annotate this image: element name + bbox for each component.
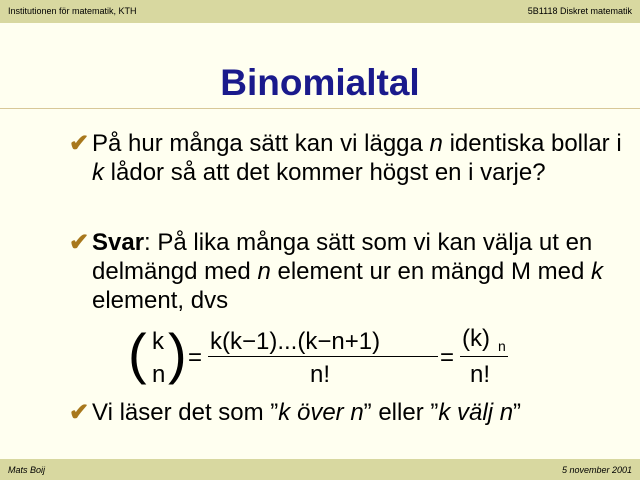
bullet-2 — [69, 228, 629, 315]
fraction-denominator: n! — [310, 361, 331, 388]
footer-author: Mats Boij — [8, 465, 46, 475]
falling-factorial: (k) — [462, 325, 490, 352]
right-paren: ) — [168, 322, 187, 385]
binomial-formula — [128, 322, 528, 394]
equals-sign-2: = — [440, 344, 455, 371]
left-paren: ( — [128, 322, 147, 385]
fraction-line — [208, 356, 438, 357]
check-icon: ✔ — [69, 229, 90, 256]
fraction-line-2 — [460, 356, 508, 357]
bullet-3-text: Vi läser det som ”k över n” eller ”k välj n” — [92, 399, 522, 426]
binom-bottom: n — [152, 361, 166, 388]
footer-bar — [0, 459, 640, 480]
falling-denominator: n! — [470, 361, 491, 388]
bullet-3 — [69, 398, 629, 427]
check-icon: ✔ — [69, 399, 90, 426]
check-icon: ✔ — [69, 130, 90, 157]
equals-sign: = — [188, 344, 203, 371]
bullet-2-text: Svar: På lika många sätt som vi kan välja ut en delmängd med n element ur en mängd M med k element, dvs — [92, 229, 603, 314]
header-bar — [0, 0, 640, 23]
falling-subscript: n — [498, 338, 506, 354]
footer-date: 5 november 2001 — [561, 465, 632, 475]
bullet-1 — [69, 129, 629, 187]
binom-top: k — [152, 328, 164, 355]
header-course: 5B1118 Diskret matematik — [527, 6, 632, 16]
slide-title: Binomialtal — [220, 62, 420, 103]
fraction-numerator: k(k−1)...(k−n+1) — [210, 328, 381, 355]
bullet-1-text: På hur många sätt kan vi lägga n identiska bollar i k lådor så att det kommer högst en i varje? — [92, 130, 622, 186]
header-institution: Institutionen för matematik, KTH — [8, 6, 137, 16]
title-divider — [0, 108, 640, 109]
